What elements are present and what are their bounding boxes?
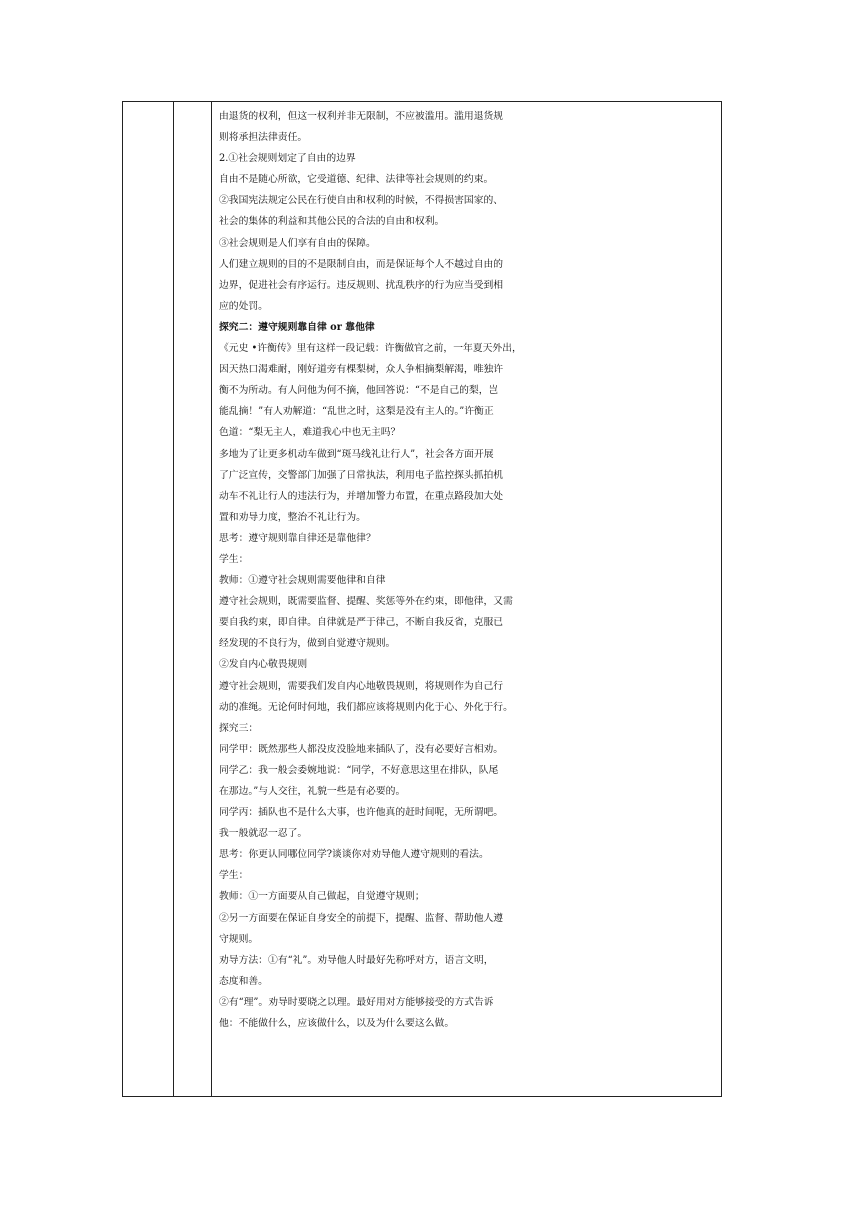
text-line: 同学甲：既然那些人都没皮没脸地来插队了，没有必要好言相劝。 [219,743,504,755]
text-line: 衡不为所动。有人问他为何不摘，他回答说：“不是自己的梨，岂 [219,385,499,397]
text-line: 教师：①一方面要从自己做起，自觉遵守规则； [219,891,425,903]
text-line: 经发现的不良行为，做到自觉遵守规则。 [219,638,396,650]
text-line: ②有“理”。劝导时要晓之以理。最好用对方能够接受的方式告诉 [219,996,494,1008]
text-line: ②发自内心敬畏规则 [219,659,308,671]
text-line: 《元史 •许衡传》里有这样一段记载：许衡做官之前，一年夏天外出， [219,343,522,355]
text-line: 思考：遵守规则靠自律还是靠他律？ [219,532,376,544]
text-line: 劝导方法：①有“礼”。劝导他人时最好先称呼对方，语言文明， [219,954,494,966]
text-line: ②我国宪法规定公民在行使自由和权利的时候，不得损害国家的、 [219,195,504,207]
section-heading: 探究二：遵守规则靠自律 or 靠他律 [219,321,375,333]
text-line: 则将承担法律责任。 [219,132,308,144]
text-line: 在那边。”与人交往，礼貌一些是有必要的。 [219,786,406,797]
text-line: 由退货的权利，但这一权利并非无限制，不应被滥用。滥用退货规 [219,111,504,122]
document-table [122,101,722,1097]
text-line: 自由不是随心所欲，它受道德、纪律、法律等社会规则的约束。 [219,174,494,186]
text-line: 学生： [219,870,249,882]
column-divider [173,102,174,1096]
text-line: 我一般就忍一忍了。 [219,828,308,840]
text-line: 遵守社会规则，需要我们发自内心地敬畏规则，将规则作为自己行 [219,680,504,692]
text-line: 能乱摘！”有人劝解道：“乱世之时，这梨是没有主人的。”许衡正 [219,406,494,418]
text-line: 探究三： [219,722,259,734]
text-line: 2.①社会规则划定了自由的边界 [219,153,356,165]
text-line: 同学丙：插队也不是什么大事，也许他真的赶时间呢，无所谓吧。 [219,807,504,819]
text-line: 同学乙：我一般会委婉地说：“同学，不好意思这里在排队，队尾 [219,764,499,776]
text-line: 动的准绳。无论何时何地，我们都应该将规则内化于心、外化于行。 [219,701,513,713]
content-cell [219,106,717,1034]
text-line: 人们建立规则的目的不是限制自由，而是保证每个人不越过自由的 [219,258,504,270]
text-line: ②另一方面要在保证自身安全的前提下，提醒、监督、帮助他人遵 [219,912,504,924]
text-line: 思考：你更认同哪位同学?谈谈你对劝导他人遵守规则的看法。 [219,849,489,861]
text-line: 教师：①遵守社会规则需要他律和自律 [219,575,386,587]
text-line: 学生： [219,553,249,565]
text-line: 因天热口渴难耐，刚好道旁有棵梨树，众人争相摘梨解渴，唯独许 [219,364,504,376]
column-divider [211,102,212,1096]
text-line: 了广泛宣传，交警部门加强了日常执法，利用电子监控探头抓拍机 [219,469,504,481]
text-line: 动车不礼让行人的违法行为，并增加警力布置，在重点路段加大处 [219,490,504,502]
text-line: 置和劝导力度，整治不礼让行为。 [219,511,366,523]
text-line: 守规则。 [219,933,259,945]
text-line: 遵守社会规则，既需要监督、提醒、奖惩等外在约束，即他律，又需 [219,596,513,608]
text-line: 应的处罚。 [219,300,268,312]
text-line: 态度和善。 [219,975,268,987]
text-line: 多地为了让更多机动车做到“斑马线礼让行人”，社会各方面开展 [219,448,494,460]
text-line: ③社会规则是人们享有自由的保障。 [219,237,376,249]
text-line: 社会的集体的利益和其他公民的合法的自由和权利。 [219,216,445,228]
text-line: 色道：“梨无主人，难道我心中也无主吗？ [219,427,401,439]
text-line: 他：不能做什么，应该做什么，以及为什么要这么做。 [219,1018,455,1030]
text-line: 要自我约束，即自律。自律就是严于律己，不断自我反省，克服已 [219,617,504,629]
text-line: 边界，促进社会有序运行。违反规则、扰乱秩序的行为应当受到相 [219,279,504,291]
